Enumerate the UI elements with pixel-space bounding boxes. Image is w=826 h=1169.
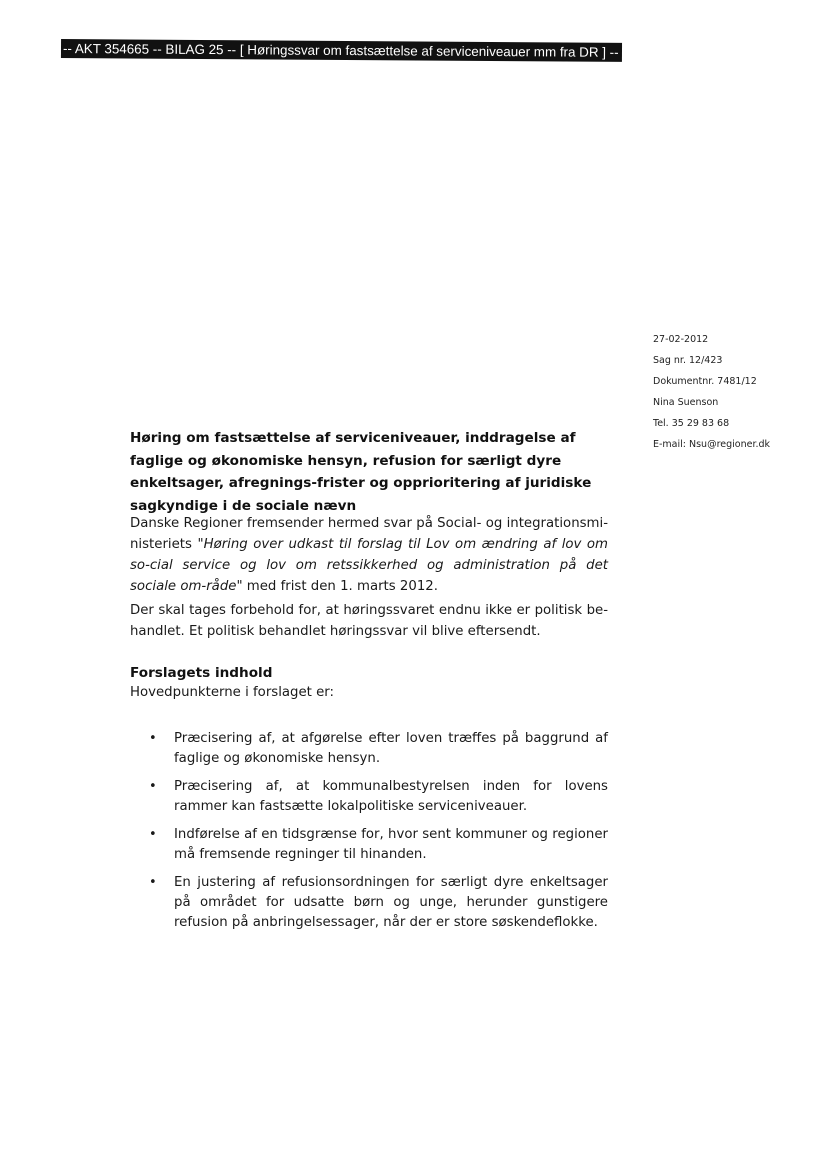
list-item-text: En justering af refusionsordningen for særligt dyre enkeltsager på området for udsatte børn og unge, herunder gunstigere refusion på anbringelsessager, når der er store søskendeflokke.	[174, 875, 608, 930]
list-item	[130, 729, 608, 769]
list-item-text: Indførelse af en tidsgrænse for, hvor sent kommuner og regioner må fremsende regninger til hinanden.	[174, 827, 608, 862]
meta-email: E-mail: Nsu@regioner.dk	[653, 439, 771, 450]
bullet-icon: •	[149, 875, 157, 890]
meta-document-number: Dokumentnr. 7481/12	[653, 376, 757, 387]
list-item	[130, 777, 608, 817]
intro-lead-text: Danske Regioner fremsender hermed svar på Social- og integrationsmi-nisteriets	[130, 516, 608, 552]
document-title: Høring om fastsættelse af serviceniveauer, inddragelse af faglige og økonomiske hensyn, refusion for særligt dyre enkeltsager, afregnings-frister og opprioritering af juridiske sagkyndige i de sociale nævn	[130, 430, 592, 514]
reservation-paragraph: Der skal tages forbehold for, at høringssvaret endnu ikke er politisk be-handlet. Et politisk behandlet høringssvar vil blive eftersendt.	[130, 603, 608, 639]
bullet-icon: •	[149, 779, 157, 794]
bullet-list	[130, 729, 608, 941]
bullet-icon: •	[149, 731, 157, 746]
section-heading: Forslagets indhold	[130, 665, 273, 681]
meta-contact-name: Nina Suenson	[653, 397, 719, 408]
archive-stamp-text: -- AKT 354665 -- BILAG 25 -- [ Høringssvar om fastsættelse af serviceniveauer mm fra DR ] --	[62, 41, 619, 60]
intro-paragraph	[130, 513, 608, 597]
list-item	[130, 873, 608, 933]
intro-deadline-text: med frist den 1. marts 2012.	[242, 579, 438, 594]
section-intro: Hovedpunkterne i forslaget er:	[130, 685, 335, 700]
list-item-text: Præcisering af, at kommunalbestyrelsen inden for lovens rammer kan fastsætte lokalpolitiske serviceniveauer.	[174, 779, 608, 814]
document-metadata	[653, 329, 770, 455]
bullet-icon: •	[149, 827, 157, 842]
meta-date: 27-02-2012	[653, 334, 709, 345]
meta-phone: Tel. 35 29 83 68	[653, 418, 730, 429]
archive-stamp-bar	[61, 39, 622, 62]
intro-hearing-title: "Høring over udkast til forslag til Lov om ændring af lov om so-cial service og lov om retssikkerhed og administration på det sociale om-råde"	[130, 537, 609, 594]
list-item	[130, 825, 608, 865]
meta-case-number: Sag nr. 12/423	[653, 355, 723, 366]
list-item-text: Præcisering af, at afgørelse efter loven træffes på baggrund af faglige og økonomiske hensyn.	[174, 731, 608, 766]
